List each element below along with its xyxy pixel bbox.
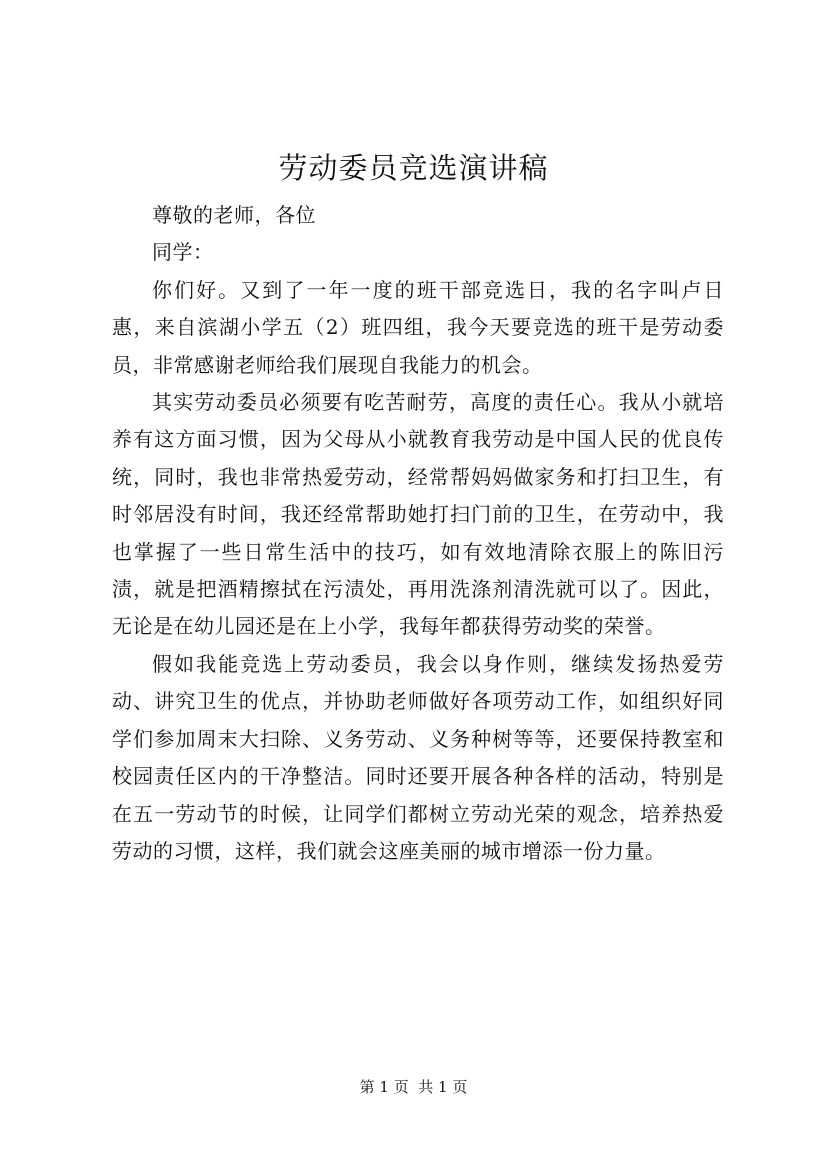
paragraph-greeting: 你们好。又到了一年一度的班干部竞选日，我的名字叫卢日惠，来自滨湖小学五（2）班四组，我今天要竞选的班干是劳动委员，非常感谢老师给我们展现自我能力的机会。 bbox=[112, 277, 724, 377]
page-number-label: 第 1 页 共 1 页 bbox=[359, 1078, 468, 1096]
page-footer bbox=[0, 1077, 827, 1097]
salutation-line-1: 尊敬的老师，各位 bbox=[152, 203, 316, 227]
salutation-line-2: 同学： bbox=[152, 240, 214, 265]
document-title: 劳动委员竞选演讲稿 bbox=[278, 151, 549, 185]
paragraph-experience: 其实劳动委员必须要有吃苦耐劳，高度的责任心。我从小就培养有这方面习惯，因为父母从小就教育我劳动是中国人民的优良传统，同时，我也非常热爱劳动，经常帮妈妈做家务和打扫卫生，有时邻居没有时间，我还经常帮助她打扫门前的卫生，在劳动中，我也掌握了一些日常生活中的技巧，如有效地清除衣服上的陈旧污渍，就是把酒精擦拭在污渍处，再用洗涤剂清洗就可以了。因此，无论是在幼儿园还是在上小学，我每年都获得劳动奖的荣誉。 bbox=[112, 390, 724, 639]
paragraph-plan: 假如我能竞选上劳动委员，我会以身作则，继续发扬热爱劳动、讲究卫生的优点，并协助老师做好各项劳动工作，如组织好同学们参加周末大扫除、义务劳动、义务种树等等，还要保持教室和校园责任区内的干净整洁。同时还要开展各种各样的活动，特别是在五一劳动节的时候，让同学们都树立劳动光荣的观念，培养热爱劳动的习惯，这样，我们就会这座美丽的城市增添一份力量。 bbox=[112, 651, 724, 863]
document-body bbox=[112, 197, 724, 870]
